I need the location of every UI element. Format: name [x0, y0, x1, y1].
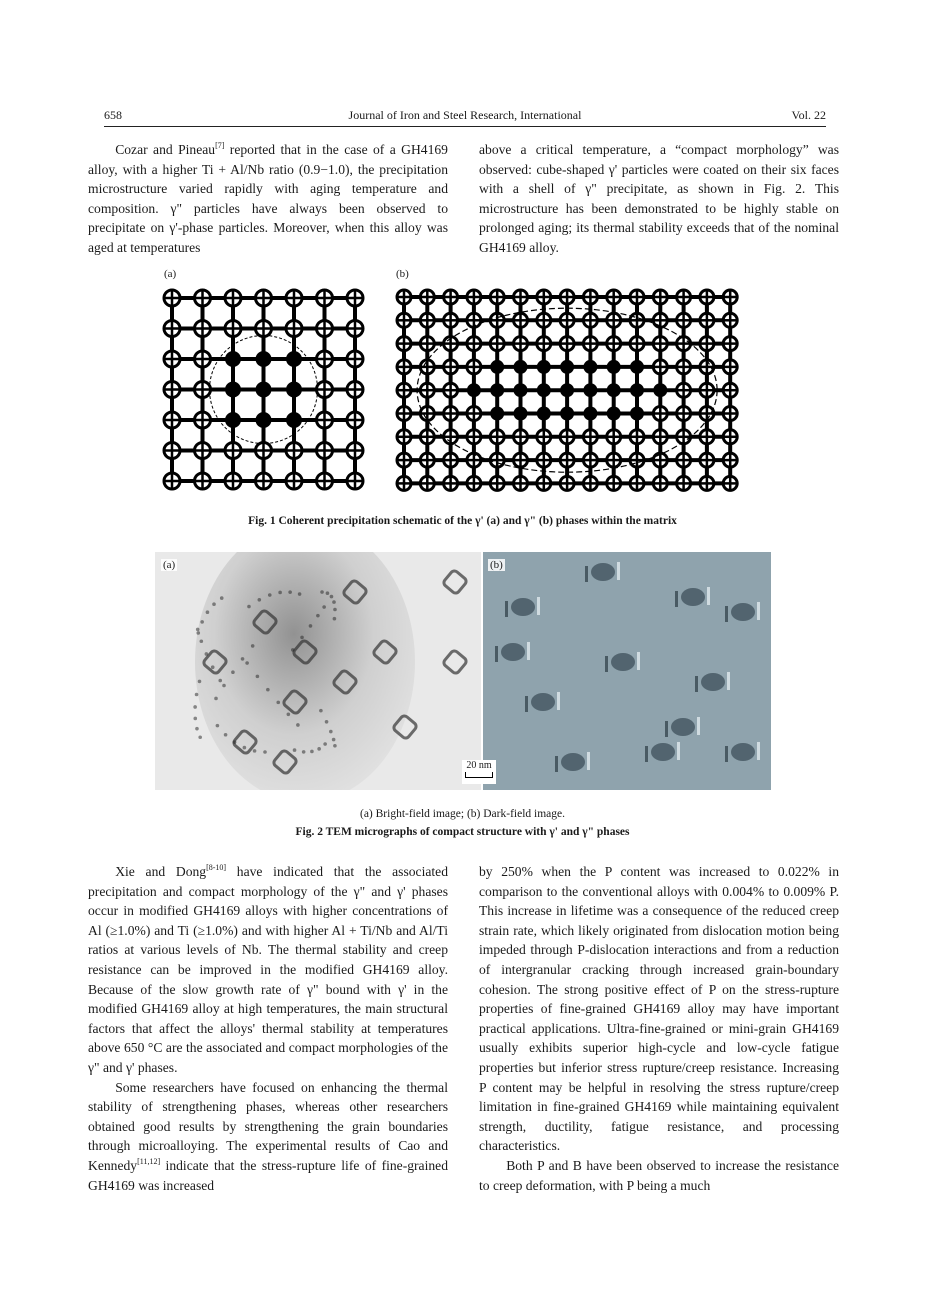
page-number: 658: [104, 108, 122, 122]
paragraph-text: Xie and Dong: [115, 864, 207, 879]
paragraph-text: reported that in the case of a GH4169 alloy, with a higher Ti + Al/Nb ratio (0.9−1.0), the precipitation microstructure varied rapidly with aging temperature and composition. γ" particles have always been observed to precipitate on γ'-phase particles. Moreover, when this alloy was aged at temperatures: [88, 142, 448, 255]
gamma-prime-lattice: [164, 290, 363, 489]
lattice-atom: [560, 360, 574, 374]
lattice-atom: [537, 360, 551, 374]
scale-bar: [462, 760, 496, 784]
lattice-atom: [490, 407, 504, 421]
paragraph: [88, 140, 448, 258]
lattice-atom: [607, 360, 621, 374]
lattice-atom: [490, 360, 504, 374]
lattice-atom: [583, 383, 597, 397]
citation: [8-10]: [206, 863, 227, 872]
paragraph-text: have indicated that the associated precipitation and compact morphology of the γ" and γ' phases occur in modified GH4169 alloys with higher concentrations of Al (≥1.0%) and Ti (≥1.0%) and with higher Al + Ti/Nb and Al/Ti ratios at various levels of Nb. The thermal stability and creep resistance can be improved in the modified GH4169 alloy. Because of the slow growth rate of γ" bound with γ' in the modified GH4169 alloy at high temperatures, the main structural factors that affect the alloys' thermal stability at temperatures above 650 °C are the associated and compact morphologies of the γ" and γ' phases.: [88, 864, 449, 1075]
bottom-right-column: [479, 862, 839, 1195]
lattice-atom: [630, 407, 644, 421]
lattice-atom: [583, 360, 597, 374]
dark-field-image: [483, 552, 771, 790]
lattice-atom: [225, 382, 241, 398]
paragraph: [88, 862, 448, 1078]
lattice-atom: [256, 412, 272, 428]
lattice-atom: [607, 407, 621, 421]
scale-bar-label: 20 nm: [466, 760, 492, 771]
lattice-atom: [225, 351, 241, 367]
lattice-atom: [514, 360, 528, 374]
figure-2-subcaption: (a) Bright-field image; (b) Dark-field image.: [359, 808, 565, 820]
running-header: [104, 108, 826, 127]
lattice-atom: [286, 351, 302, 367]
lattice-atom: [514, 407, 528, 421]
journal-title: Journal of Iron and Steel Research, International: [348, 108, 582, 122]
figure-2a-label: (a): [163, 559, 176, 571]
figure-1a-label: (a): [164, 268, 177, 280]
lattice-atom: [560, 407, 574, 421]
scale-bar-line: [465, 772, 493, 778]
paragraph: Both P and B have been observed to increase the resistance to creep deformation, with P being a much: [479, 1157, 839, 1193]
top-right-column: [479, 140, 839, 258]
lattice-atom: [653, 383, 667, 397]
figure-1: [150, 268, 780, 498]
lattice-atom: [560, 383, 574, 397]
paragraph: above a critical temperature, a “compact morphology” was observed: cube-shaped γ' particles were coated on their six faces with a shell of γ" precipitate, as shown in Fig. 2. This microstructure has been demonstrated to be highly stable on prolonged aging; its thermal stability exceeds that of the nominal GH4169 alloy.: [479, 142, 839, 255]
paragraph-text: indicate that the stress-rupture life of fine-grained GH4169 was increased: [88, 1157, 448, 1193]
lattice-atom: [490, 383, 504, 397]
volume-number: Vol. 22: [791, 108, 826, 122]
lattice-atom: [607, 383, 621, 397]
lattice-atom: [630, 383, 644, 397]
lattice-atom: [286, 382, 302, 398]
lattice-atom: [256, 382, 272, 398]
bottom-left-column: [88, 862, 448, 1195]
paragraph-text: Some researchers have focused on enhancing the thermal stability of strengthening phases, whereas other researchers obtained good results by strengthening the grain boundaries through microalloying. The experimental results of Cao and Kennedy: [88, 1079, 448, 1173]
bright-field-image: [155, 552, 481, 790]
figure-2-caption: Fig. 2 TEM micrographs of compact structure with γ' and γ" phases: [295, 826, 630, 838]
lattice-schematic: [150, 268, 780, 498]
paragraph: [88, 1078, 448, 1196]
figure-2: [155, 552, 771, 790]
lattice-atom: [537, 383, 551, 397]
lattice-atom: [256, 351, 272, 367]
top-left-column: [88, 140, 448, 258]
figure-2b-label: (b): [490, 559, 503, 571]
figure-1-caption: Fig. 1 Coherent precipitation schematic of the γ' (a) and γ" (b) phases within the matrix: [248, 515, 677, 527]
lattice-atom: [467, 383, 481, 397]
lattice-atom: [225, 412, 241, 428]
paragraph-text: Cozar and Pineau: [115, 142, 216, 157]
lattice-atom: [583, 407, 597, 421]
lattice-atom: [514, 383, 528, 397]
paragraph: by 250% when the P content was increased to 0.022% in comparison to the conventional alloys with 0.004% to 0.009% P. This increase in lifetime was a consequence of the reduced creep strain rate, which likely originated from dislocation motion being impeded through P-dislocation interactions and from a reduction of intergranular cracking through increased grain-boundary cohesion. The strong positive effect of P on the stress-rupture properties of fine-grained GH4169 alloy may have important practical applications. Ultra-fine-grained or mini-grain GH4169 usually exhibits superior high-cycle and low-cycle fatigue properties but inferior stress rupture/creep resistance. Increasing P content may be helpful in resolving the stress rupture/creep limitation in fine-grained GH4169 while maintaining equivalent strength, ductility, fatigue resistance, and processing characteristics.: [479, 864, 839, 1154]
figure-1b-label: (b): [396, 268, 409, 280]
lattice-atom: [630, 360, 644, 374]
gamma-double-prime-lattice: [397, 290, 737, 490]
citation: [11,12]: [137, 1156, 161, 1166]
citation: [7]: [215, 141, 225, 150]
lattice-atom: [537, 407, 551, 421]
lattice-atom: [286, 412, 302, 428]
